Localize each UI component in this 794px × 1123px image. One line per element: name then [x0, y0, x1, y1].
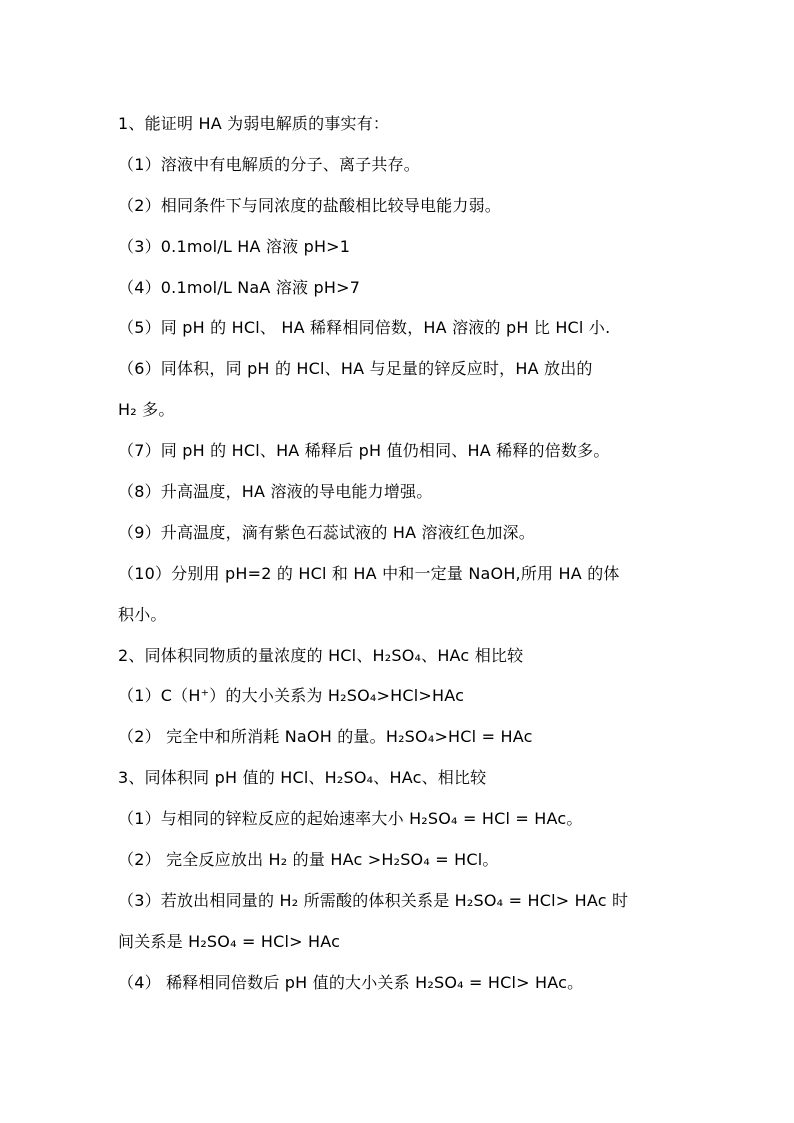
text-line: （5）同 pH 的 HCl、 HA 稀释相同倍数，HA 溶液的 pH 比 HCl 小. [118, 318, 611, 338]
text-line: （2） 完全反应放出 H₂ 的量 HAc >H₂SO₄ = HCl。 [118, 850, 499, 870]
heading-3: 3、同体积同 pH 值的 HCl、H₂SO₄、HAc、相比较 [118, 768, 487, 788]
text-line: （2）相同条件下与同浓度的盐酸相比较导电能力弱。 [118, 195, 501, 215]
text-line: （8）升高温度，HA 溶液的导电能力增强。 [118, 482, 433, 502]
text-line: 间关系是 H₂SO₄ = HCl> HAc [118, 931, 341, 951]
heading-2: 2、同体积同物质的量浓度的 HCl、H₂SO₄、HAc 相比较 [118, 645, 524, 665]
text-line: （4）0.1mol/L NaA 溶液 pH>7 [118, 277, 361, 297]
heading-1: 1、能证明 HA 为弱电解质的事实有： [118, 114, 390, 133]
text-line: （4） 稀释相同倍数后 pH 值的大小关系 H₂SO₄ = HCl> HAc。 [118, 972, 584, 992]
text-line: （1）与相同的锌粒反应的起始速率大小 H₂SO₄ = HCl = HAc。 [118, 809, 583, 829]
document-page [118, 104, 678, 1004]
text-line: （3）若放出相同量的 H₂ 所需酸的体积关系是 H₂SO₄ = HCl> HAc 时 [118, 890, 629, 910]
text-line: （6）同体积，同 pH 的 HCl、HA 与足量的锌反应时，HA 放出的 [118, 359, 593, 379]
text-line: （7）同 pH 的 HCl、HA 稀释后 pH 值仍相同、HA 稀释的倍数多。 [118, 441, 610, 461]
text-line: 积小。 [118, 604, 167, 624]
text-line: （10）分别用 pH=2 的 HCl 和 HA 中和一定量 NaOH,所用 HA 的体 [118, 563, 620, 583]
text-line: （9）升高温度，滴有紫色石蕊试液的 HA 溶液红色加深。 [118, 522, 535, 542]
text-line: （3）0.1mol/L HA 溶液 pH>1 [118, 236, 351, 256]
text-line: H₂ 多。 [118, 400, 175, 420]
text-line: （1）C（H⁺）的大小关系为 H₂SO₄>HCl>HAc [118, 686, 465, 706]
text-line: （2） 完全中和所消耗 NaOH 的量。H₂SO₄>HCl = HAc [118, 727, 533, 747]
text-line: （1）溶液中有电解质的分子、离子共存。 [118, 154, 420, 174]
